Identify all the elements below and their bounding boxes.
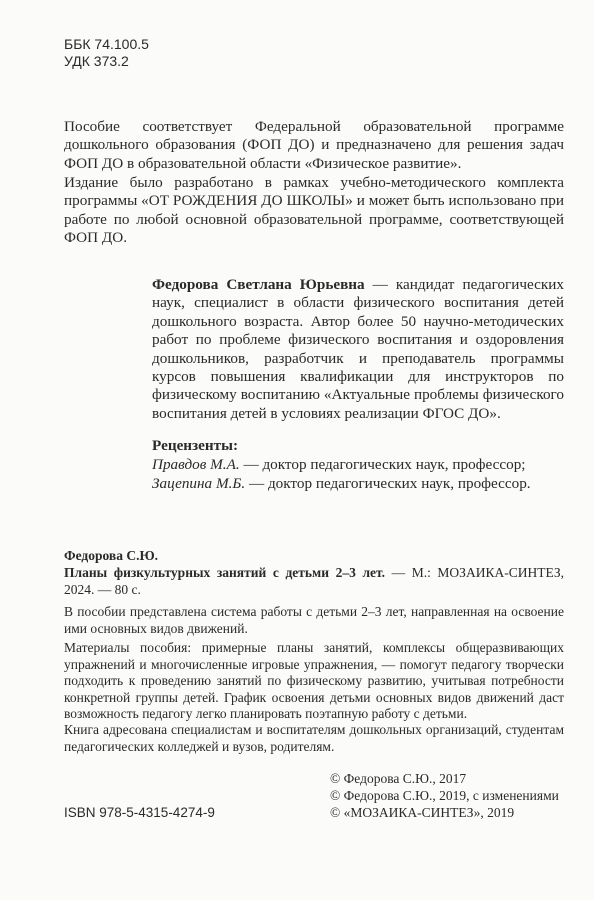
- copyright-block: [330, 770, 559, 821]
- bleed-through-decoration: ●: [380, 171, 419, 243]
- copyright-line: © Федорова С.Ю., 2019, с изменениями: [330, 788, 559, 803]
- biblio-author: Федорова С.Ю.: [64, 548, 159, 563]
- annotation-paragraph: Книга адресована специалистам и воспитателям дошкольных организаций, студентам педагогических колледжей и вузов, родителям.: [64, 722, 564, 754]
- reviewers-title: Рецензенты:: [152, 437, 239, 454]
- reviewer-item: [152, 456, 572, 474]
- isbn: ISBN 978-5-4315-4274-9: [64, 805, 215, 820]
- intro-paragraph-fop: Пособие соответствует Федеральной образовательной программе дошкольного образования (ФОП ДО) и предназначено для решения задач ФОП ДО в образовательной области «Физическое развитие».: [64, 118, 564, 172]
- reviewer-desc: — доктор педагогических наук, профессор;: [239, 456, 526, 473]
- reviewer-name: Правдов М.А.: [152, 456, 240, 473]
- copyright-line: © Федорова С.Ю., 2017: [330, 771, 467, 786]
- intro-paragraph-program: Издание было разработано в рамках учебно-методического комплекта программы «ОТ РОЖДЕНИЯ ДО ШКОЛЫ» и может быть использовано при работе по любой основной образовательной программе, соответствующей ФОП ДО.: [64, 174, 564, 247]
- reviewer-desc: — доктор педагогических наук, профессор.: [245, 475, 531, 492]
- reviewer-name: Зацепина М.Б.: [152, 475, 246, 492]
- annotation-paragraph: В пособии представлена система работы с детьми 2–3 лет, направленная на освоение ими основных видов движений.: [64, 604, 564, 636]
- author-bio: — кандидат педагогических наук, специалист в области физического воспитания детей дошкольного возраста. Автор более 50 научно-методических работ по проблеме физического воспитания и оздоровления дошкольников, разработчик и преподаватель программы курсов повышения квалификации для инструкторов по физическому воспитанию «Актуальные проблемы физического воспитания детей в условиях реализации ФГОС ДО».: [152, 276, 564, 422]
- classification-codes: [64, 36, 149, 70]
- publication-info: — М.: МОЗАИКА-СИНТЕЗ, 2024. — 80 с.: [64, 565, 564, 597]
- biblio-record: [64, 565, 564, 598]
- reviewer-item: [152, 475, 572, 493]
- udk-code: УДК 373.2: [64, 53, 129, 69]
- book-title: Планы физкультурных занятий с детьми 2–3 лет.: [64, 565, 386, 580]
- author-info: [152, 276, 564, 423]
- bbk-code: ББК 74.100.5: [64, 36, 149, 52]
- annotation-paragraph: Материалы пособия: примерные планы занятий, комплексы общеразвивающих упражнений и многочисленные игровые упражнения, — помогут педагогу творчески подходить к проведению занятий по физическому развитию, учитывая потребности конкретной группы детей. График освоения детьми основных видов движений даст возможность педагогу легко планировать поэтапную работу с детьми.: [64, 640, 564, 722]
- author-name: Федорова Светлана Юрьевна: [152, 276, 365, 293]
- copyright-line: © «МОЗАИКА-СИНТЕЗ», 2019: [330, 805, 515, 820]
